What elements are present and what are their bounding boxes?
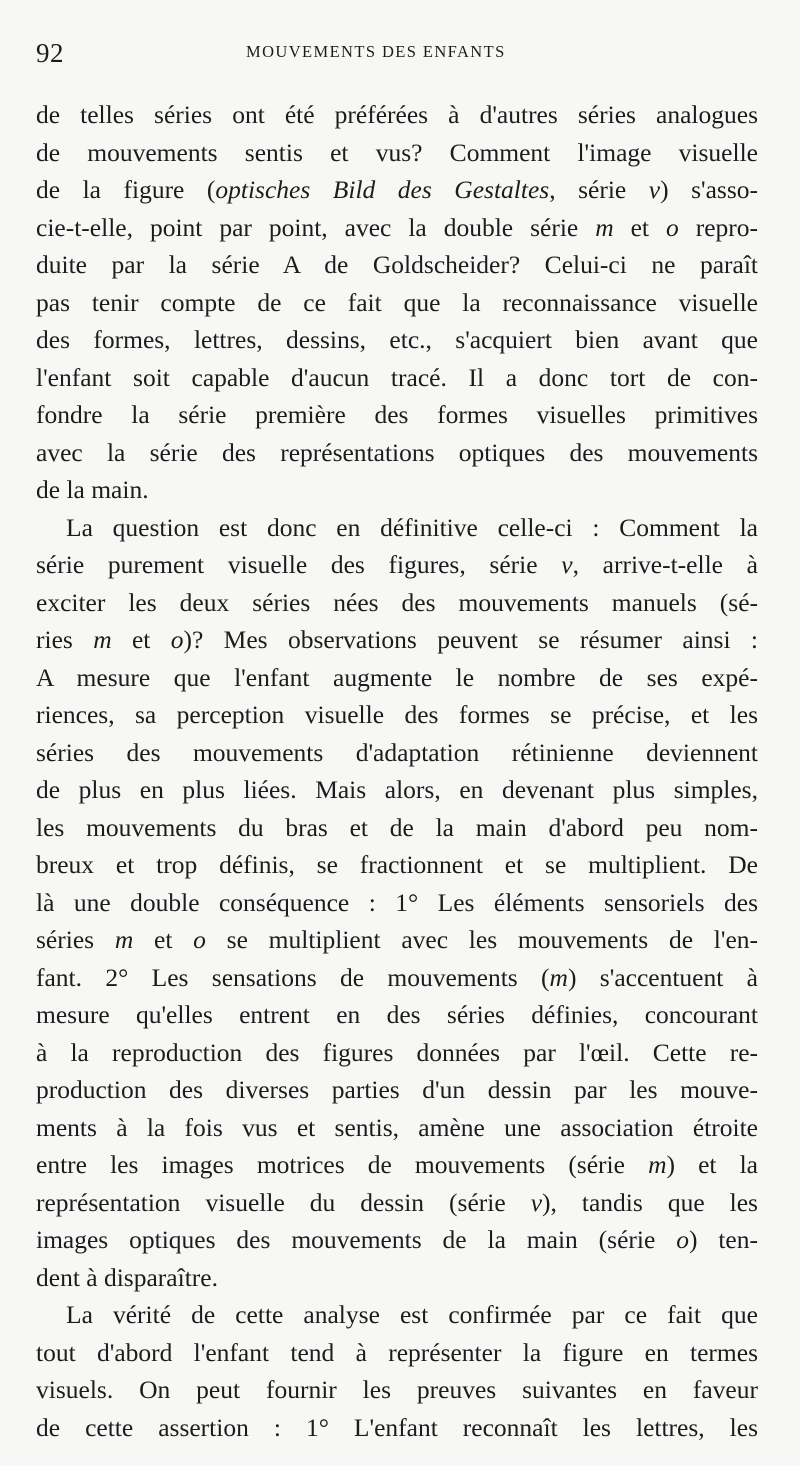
text-line xyxy=(36,734,758,772)
text-line xyxy=(36,1371,758,1409)
text-segment: fondre la série première des formes visuelles primitives xyxy=(36,400,758,429)
text-line xyxy=(36,1259,758,1297)
text-line xyxy=(36,996,758,1034)
text-line xyxy=(36,359,758,397)
text-line xyxy=(36,246,758,284)
text-segment: duite par la série A de Goldscheider? Celui-ci ne paraît xyxy=(36,250,758,279)
text-segment: )? Mes observations peuvent se résumer ainsi : xyxy=(183,625,758,654)
text-segment: ) et la xyxy=(666,1150,758,1179)
text-segment: breux et trop définis, se fractionnent et se multiplient. De xyxy=(36,850,758,879)
text-line xyxy=(36,321,758,359)
text-segment: repro- xyxy=(678,212,759,242)
text-line xyxy=(36,771,758,809)
text-line xyxy=(36,1109,758,1147)
text-line xyxy=(36,621,758,659)
italic-text-segment: v xyxy=(530,1187,543,1217)
text-segment: et xyxy=(613,212,666,242)
text-segment: les mouvements du bras et de la main d'abord peu nom- xyxy=(36,812,758,842)
text-line xyxy=(36,659,758,697)
text-line xyxy=(36,1034,758,1072)
text-line xyxy=(36,1409,758,1447)
text-line xyxy=(36,696,758,734)
text-segment: ments à la fois vus et sentis, amène une association étroite xyxy=(36,1112,758,1142)
text-line xyxy=(36,1296,758,1334)
italic-text-segment: v xyxy=(648,175,661,204)
text-segment: exciter les deux séries nées des mouvements manuels (sé- xyxy=(36,587,758,617)
text-line xyxy=(36,96,758,134)
text-line xyxy=(36,1071,758,1109)
running-head xyxy=(36,38,758,78)
text-line xyxy=(36,471,758,509)
text-line xyxy=(36,1146,758,1184)
text-segment: ) s'asso- xyxy=(660,175,758,204)
text-segment: La question est donc en définitive celle-ci : Comment la xyxy=(66,512,758,542)
text-segment: , arrive-t-elle à xyxy=(572,550,758,579)
text-segment: et xyxy=(133,925,194,954)
text-segment: des formes, lettres, dessins, etc., s'acquiert bien avant que xyxy=(36,325,758,354)
italic-text-segment: v xyxy=(561,550,573,579)
text-segment: de cette assertion : 1° L'enfant reconnaît les lettres, les xyxy=(36,1412,758,1442)
text-segment: dent à disparaître. xyxy=(36,1262,218,1292)
italic-text-segment: o xyxy=(193,925,206,954)
text-segment: mesure qu'elles entrent en des séries définies, concourant xyxy=(36,1000,758,1029)
text-segment: de plus en plus liées. Mais alors, en devenant plus simples, xyxy=(36,775,758,804)
text-segment: ries xyxy=(36,625,94,654)
text-segment: pas tenir compte de ce fait que la reconnaissance visuelle xyxy=(36,287,758,317)
text-line xyxy=(36,809,758,847)
text-segment: production des diverses parties d'un dessin par les mouve- xyxy=(36,1075,758,1104)
italic-text-segment: m xyxy=(595,212,614,242)
text-segment: A mesure que l'enfant augmente le nombre de ses expé- xyxy=(36,662,758,692)
text-segment: avec la série des représentations optiques des mouvements xyxy=(36,437,758,467)
running-title: MOUVEMENTS DES ENFANTS xyxy=(246,42,506,61)
text-segment: séries des mouvements d'adaptation rétinienne deviennent xyxy=(36,737,758,767)
text-segment: là une double conséquence : 1° Les éléments sensoriels des xyxy=(36,887,758,917)
italic-text-segment: optisches Bild des Gestaltes xyxy=(215,175,550,204)
italic-text-segment: m xyxy=(114,925,134,954)
text-segment: cie-t-elle, point par point, avec la double série xyxy=(36,212,596,242)
text-segment: séries xyxy=(36,925,115,954)
text-segment: se multiplient avec les mouvements de l'en- xyxy=(205,925,759,954)
text-line xyxy=(36,284,758,322)
text-segment: de la main. xyxy=(36,475,149,504)
body-text xyxy=(36,96,758,1446)
text-segment: représentation visuelle du dessin (série xyxy=(36,1187,531,1217)
text-line xyxy=(36,434,758,472)
text-line xyxy=(36,921,758,959)
text-line xyxy=(36,584,758,622)
text-line xyxy=(36,1334,758,1372)
text-line xyxy=(36,396,758,434)
text-segment: de telles séries ont été préférées à d'autres séries analogues xyxy=(36,100,758,129)
text-line xyxy=(36,134,758,172)
text-segment: fant. 2° Les sensations de mouvements ( xyxy=(36,962,550,992)
text-segment: l'enfant soit capable d'aucun tracé. Il a donc tort de con- xyxy=(36,362,758,392)
text-line xyxy=(36,546,758,584)
page-number: 92 xyxy=(36,38,64,68)
text-line xyxy=(36,1221,758,1259)
italic-text-segment: o xyxy=(170,625,184,654)
italic-text-segment: o xyxy=(665,212,679,242)
text-segment: de la figure ( xyxy=(36,175,216,204)
text-line xyxy=(36,209,758,247)
text-segment: La vérité de cette analyse est confirmée par ce fait que xyxy=(66,1300,758,1329)
italic-text-segment: m xyxy=(549,962,568,992)
text-segment: de mouvements sentis et vus? Comment l'image visuelle xyxy=(36,137,758,167)
italic-text-segment: m xyxy=(648,1150,667,1179)
text-line xyxy=(36,171,758,209)
text-line xyxy=(36,959,758,997)
text-line xyxy=(36,846,758,884)
text-segment: visuels. On peut fournir les preuves suivantes en faveur xyxy=(36,1375,758,1404)
text-segment: , série xyxy=(549,175,649,204)
text-segment: ), tandis que les xyxy=(542,1187,758,1217)
italic-text-segment: m xyxy=(93,625,112,654)
text-segment: images optiques des mouvements de la main (série xyxy=(36,1225,677,1254)
text-segment: à la reproduction des figures données par l'œil. Cette re- xyxy=(36,1037,758,1067)
text-segment: entre les images motrices de mouvements (série xyxy=(36,1150,649,1179)
text-segment: tout d'abord l'enfant tend à représenter la figure en termes xyxy=(36,1337,758,1367)
text-line xyxy=(36,1184,758,1222)
text-line xyxy=(36,509,758,547)
text-segment: ) ten- xyxy=(688,1225,758,1254)
text-segment: série purement visuelle des figures, série xyxy=(36,550,562,579)
text-segment: et xyxy=(111,625,171,654)
text-segment: ) s'accentuent à xyxy=(567,962,758,992)
italic-text-segment: o xyxy=(676,1225,689,1254)
text-line xyxy=(36,884,758,922)
text-segment: riences, sa perception visuelle des formes se précise, et les xyxy=(36,700,758,729)
